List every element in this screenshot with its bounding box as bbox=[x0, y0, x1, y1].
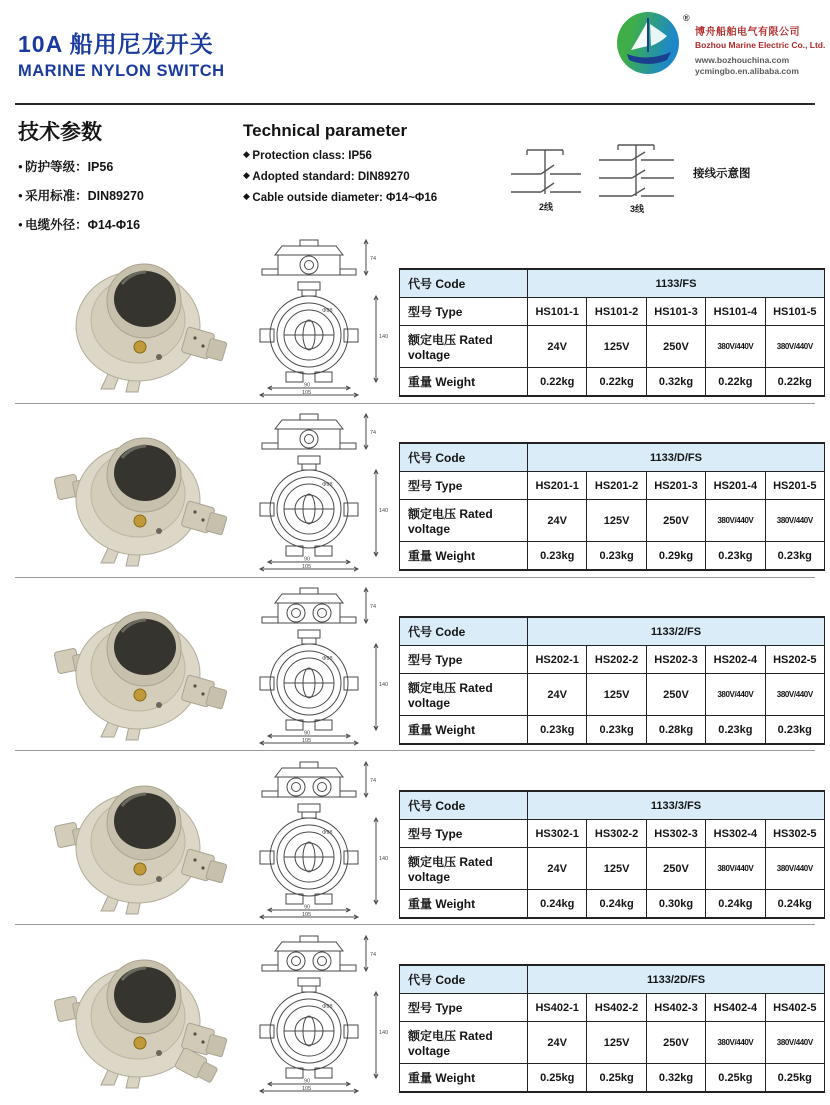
dim-label: 105 bbox=[302, 564, 312, 570]
voltage-cell: 125V bbox=[587, 1022, 646, 1064]
dimension-drawing bbox=[238, 760, 398, 920]
voltage-label-cell: 额定电压 Rated voltage bbox=[400, 674, 528, 716]
type-cell: HS402-5 bbox=[765, 994, 824, 1022]
type-label-cell: 型号 Type bbox=[400, 298, 528, 326]
dim-label: Φ98 bbox=[322, 308, 333, 314]
weight-cell: 0.25kg bbox=[765, 1064, 824, 1093]
voltage-cell: 24V bbox=[528, 326, 587, 368]
weight-cell: 0.25kg bbox=[587, 1064, 646, 1093]
dim-label: Φ98 bbox=[322, 1004, 333, 1010]
code-label-cell: 代号 Code bbox=[400, 617, 528, 646]
type-cell: HS101-3 bbox=[646, 298, 705, 326]
weight-cell: 0.23kg bbox=[528, 542, 587, 571]
company-name-cn: 博舟船舶电气有限公司 bbox=[695, 27, 800, 38]
weight-cell: 0.30kg bbox=[646, 890, 705, 919]
type-cell: HS101-2 bbox=[587, 298, 646, 326]
cable-entry-double bbox=[287, 952, 331, 970]
dim-label: 90 bbox=[304, 556, 311, 563]
weight-cell: 0.24kg bbox=[528, 890, 587, 919]
weight-cell: 0.22kg bbox=[706, 368, 765, 397]
brass-screw bbox=[134, 341, 146, 353]
voltage-label-cell: 额定电压 Rated voltage bbox=[400, 1022, 528, 1064]
company-website: www.bozhouchina.com bbox=[695, 55, 790, 66]
dim-label: 140 bbox=[379, 682, 389, 688]
dimension-drawing bbox=[238, 238, 398, 398]
weight-cell: 0.24kg bbox=[587, 890, 646, 919]
weight-label-cell: 重量 Weight bbox=[400, 542, 528, 571]
type-label-cell: 型号 Type bbox=[400, 820, 528, 848]
product-section bbox=[0, 412, 830, 578]
weight-cell: 0.23kg bbox=[765, 542, 824, 571]
dim-label: Φ98 bbox=[322, 830, 333, 836]
cable-entry-single bbox=[300, 430, 318, 448]
type-cell: HS202-4 bbox=[706, 646, 765, 674]
dim-label: 105 bbox=[302, 912, 312, 918]
type-cell: HS302-1 bbox=[528, 820, 587, 848]
dim-label: 90 bbox=[304, 904, 311, 911]
weight-cell: 0.32kg bbox=[646, 368, 705, 397]
product-photo bbox=[52, 766, 230, 918]
company-info bbox=[695, 27, 825, 76]
spec-table bbox=[399, 442, 825, 571]
switch-recess bbox=[114, 619, 176, 675]
product-section bbox=[0, 238, 830, 404]
weight-label-cell: 重量 Weight bbox=[400, 368, 528, 397]
wiring-label-2wire: 2线 bbox=[539, 202, 554, 212]
code-label-cell: 代号 Code bbox=[400, 269, 528, 298]
code-value-cell: 1133/D/FS bbox=[528, 443, 825, 472]
dim-label: 74 bbox=[370, 604, 377, 610]
type-label-cell: 型号 Type bbox=[400, 994, 528, 1022]
weight-cell: 0.22kg bbox=[528, 368, 587, 397]
tech-param-item: ● 电缆外径：Φ14-Φ16 bbox=[18, 215, 144, 233]
switch-recess bbox=[114, 271, 176, 327]
voltage-label-cell: 额定电压 Rated voltage bbox=[400, 326, 528, 368]
cable-entry-double bbox=[287, 604, 331, 622]
type-cell: HS402-4 bbox=[706, 994, 765, 1022]
company-name-en: Bozhou Marine Electric Co., Ltd. bbox=[695, 39, 826, 50]
cable-entry-single bbox=[300, 256, 318, 274]
brass-screw bbox=[134, 863, 146, 875]
weight-cell: 0.23kg bbox=[587, 716, 646, 745]
weight-cell: 0.22kg bbox=[587, 368, 646, 397]
type-cell: HS302-3 bbox=[646, 820, 705, 848]
type-label-cell: 型号 Type bbox=[400, 472, 528, 500]
code-value-cell: 1133/FS bbox=[528, 269, 825, 298]
voltage-cell: 125V bbox=[587, 500, 646, 542]
registered-trademark: ® bbox=[683, 13, 690, 23]
dimension-drawing bbox=[238, 586, 398, 746]
voltage-label-cell: 额定电压 Rated voltage bbox=[400, 500, 528, 542]
voltage-cell: 380V/440V bbox=[765, 500, 824, 542]
switch-recess bbox=[114, 793, 176, 849]
type-cell: HS302-2 bbox=[587, 820, 646, 848]
dim-label: Φ98 bbox=[322, 482, 333, 488]
type-cell: HS402-2 bbox=[587, 994, 646, 1022]
weight-cell: 0.23kg bbox=[706, 542, 765, 571]
voltage-cell: 380V/440V bbox=[706, 326, 765, 368]
dimension-drawing bbox=[238, 934, 398, 1094]
tech-params-heading-cn: 技术参数 bbox=[18, 121, 102, 144]
cable-entry-double bbox=[287, 778, 331, 796]
dim-label: 90 bbox=[304, 1078, 311, 1085]
type-cell: HS201-5 bbox=[765, 472, 824, 500]
spec-table bbox=[399, 790, 825, 919]
page-subtitle: MARINE NYLON SWITCH bbox=[18, 62, 225, 80]
drawing-front-view bbox=[260, 456, 388, 571]
wiring-caption: 接线示意图 bbox=[693, 168, 751, 180]
weight-cell: 0.28kg bbox=[646, 716, 705, 745]
type-cell: HS201-1 bbox=[528, 472, 587, 500]
dim-label: 74 bbox=[370, 256, 377, 262]
drawing-top-view bbox=[262, 762, 376, 797]
tech-param-item: ● 防护等级：IP56 bbox=[18, 157, 144, 175]
voltage-label-cell: 额定电压 Rated voltage bbox=[400, 848, 528, 890]
tech-param-item: ◆ Cable outside diameter: Φ14~Φ16 bbox=[243, 191, 437, 204]
type-cell: HS402-3 bbox=[646, 994, 705, 1022]
weight-cell: 0.23kg bbox=[587, 542, 646, 571]
company-website-alibaba: ycmingbo.en.alibaba.com bbox=[695, 65, 799, 76]
voltage-cell: 380V/440V bbox=[765, 674, 824, 716]
dim-label: 140 bbox=[379, 856, 389, 862]
dim-label: 74 bbox=[370, 430, 377, 436]
voltage-cell: 380V/440V bbox=[765, 1022, 824, 1064]
drawing-top-view bbox=[262, 240, 376, 275]
switch-recess bbox=[114, 445, 176, 501]
page-title: 10A 船用尼龙开关 bbox=[18, 31, 214, 57]
weight-cell: 0.24kg bbox=[765, 890, 824, 919]
dim-label: 105 bbox=[302, 390, 312, 396]
wiring-diagram-2wire bbox=[505, 138, 585, 216]
brass-screw bbox=[134, 689, 146, 701]
voltage-cell: 125V bbox=[587, 848, 646, 890]
voltage-cell: 250V bbox=[646, 674, 705, 716]
company-logo bbox=[617, 12, 679, 74]
voltage-cell: 24V bbox=[528, 1022, 587, 1064]
voltage-cell: 380V/440V bbox=[765, 326, 824, 368]
weight-cell: 0.32kg bbox=[646, 1064, 705, 1093]
dim-label: 74 bbox=[370, 778, 377, 784]
drawing-top-view bbox=[262, 588, 376, 623]
drawing-top-view bbox=[262, 414, 376, 449]
weight-label-cell: 重量 Weight bbox=[400, 890, 528, 919]
voltage-cell: 380V/440V bbox=[765, 848, 824, 890]
type-cell: HS302-4 bbox=[706, 820, 765, 848]
drawing-top-view bbox=[262, 936, 376, 971]
type-label-cell: 型号 Type bbox=[400, 646, 528, 674]
dim-label: 90 bbox=[304, 730, 311, 737]
type-cell: HS302-5 bbox=[765, 820, 824, 848]
voltage-cell: 250V bbox=[646, 326, 705, 368]
wiring-diagram-3wire bbox=[593, 138, 679, 216]
spec-table bbox=[399, 616, 825, 745]
dim-label: 105 bbox=[302, 738, 312, 744]
dim-label: 74 bbox=[370, 952, 377, 958]
product-section bbox=[0, 586, 830, 752]
voltage-cell: 250V bbox=[646, 1022, 705, 1064]
product-photo bbox=[52, 244, 230, 396]
code-label-cell: 代号 Code bbox=[400, 791, 528, 820]
type-cell: HS202-1 bbox=[528, 646, 587, 674]
spec-table bbox=[399, 268, 825, 397]
weight-cell: 0.24kg bbox=[706, 890, 765, 919]
dim-label: Φ98 bbox=[322, 656, 333, 662]
weight-cell: 0.25kg bbox=[528, 1064, 587, 1093]
type-cell: HS101-5 bbox=[765, 298, 824, 326]
product-section bbox=[0, 760, 830, 926]
type-cell: HS101-1 bbox=[528, 298, 587, 326]
voltage-cell: 125V bbox=[587, 674, 646, 716]
voltage-cell: 250V bbox=[646, 500, 705, 542]
tech-param-item: ◆ Protection class: IP56 bbox=[243, 149, 437, 162]
code-value-cell: 1133/2D/FS bbox=[528, 965, 825, 994]
voltage-cell: 24V bbox=[528, 500, 587, 542]
weight-cell: 0.23kg bbox=[706, 716, 765, 745]
dim-label: 90 bbox=[304, 382, 311, 389]
dim-label: 140 bbox=[379, 1030, 389, 1036]
voltage-cell: 380V/440V bbox=[706, 1022, 765, 1064]
wiring-label-3wire: 3线 bbox=[630, 204, 645, 214]
code-value-cell: 1133/3/FS bbox=[528, 791, 825, 820]
type-cell: HS202-5 bbox=[765, 646, 824, 674]
voltage-cell: 250V bbox=[646, 848, 705, 890]
voltage-cell: 24V bbox=[528, 674, 587, 716]
switch-recess bbox=[114, 967, 176, 1023]
tech-params-en bbox=[243, 121, 437, 204]
weight-cell: 0.23kg bbox=[528, 716, 587, 745]
tech-params-heading-en: Technical parameter bbox=[243, 121, 408, 140]
brass-screw bbox=[134, 515, 146, 527]
type-cell: HS202-2 bbox=[587, 646, 646, 674]
voltage-cell: 380V/440V bbox=[706, 674, 765, 716]
voltage-cell: 380V/440V bbox=[706, 500, 765, 542]
code-label-cell: 代号 Code bbox=[400, 965, 528, 994]
weight-cell: 0.22kg bbox=[765, 368, 824, 397]
voltage-cell: 125V bbox=[587, 326, 646, 368]
dim-label: 105 bbox=[302, 1086, 312, 1092]
tech-param-item: ● 采用标准：DIN89270 bbox=[18, 186, 144, 204]
product-photo bbox=[52, 418, 230, 570]
type-cell: HS201-2 bbox=[587, 472, 646, 500]
product-photo bbox=[52, 592, 230, 744]
tech-param-item: ◆ Adopted standard: DIN89270 bbox=[243, 170, 437, 183]
type-cell: HS201-3 bbox=[646, 472, 705, 500]
voltage-cell: 24V bbox=[528, 848, 587, 890]
page-title-block bbox=[18, 26, 225, 81]
product-photo bbox=[52, 940, 230, 1092]
code-value-cell: 1133/2/FS bbox=[528, 617, 825, 646]
type-cell: HS201-4 bbox=[706, 472, 765, 500]
weight-cell: 0.23kg bbox=[765, 716, 824, 745]
drawing-front-view bbox=[260, 978, 388, 1093]
type-cell: HS202-3 bbox=[646, 646, 705, 674]
weight-cell: 0.29kg bbox=[646, 542, 705, 571]
drawing-front-view bbox=[260, 630, 388, 745]
type-cell: HS402-1 bbox=[528, 994, 587, 1022]
voltage-cell: 380V/440V bbox=[706, 848, 765, 890]
dim-label: 140 bbox=[379, 334, 389, 340]
spec-table bbox=[399, 964, 825, 1093]
type-cell: HS101-4 bbox=[706, 298, 765, 326]
dimension-drawing bbox=[238, 412, 398, 572]
brass-screw bbox=[134, 1037, 146, 1049]
dim-label: 140 bbox=[379, 508, 389, 514]
drawing-front-view bbox=[260, 804, 388, 919]
tech-params-cn bbox=[18, 116, 144, 233]
weight-cell: 0.25kg bbox=[706, 1064, 765, 1093]
sailboat-icon bbox=[617, 12, 679, 74]
drawing-front-view bbox=[260, 282, 388, 397]
header-divider bbox=[15, 103, 815, 105]
weight-label-cell: 重量 Weight bbox=[400, 716, 528, 745]
weight-label-cell: 重量 Weight bbox=[400, 1064, 528, 1093]
product-section bbox=[0, 934, 830, 1100]
code-label-cell: 代号 Code bbox=[400, 443, 528, 472]
